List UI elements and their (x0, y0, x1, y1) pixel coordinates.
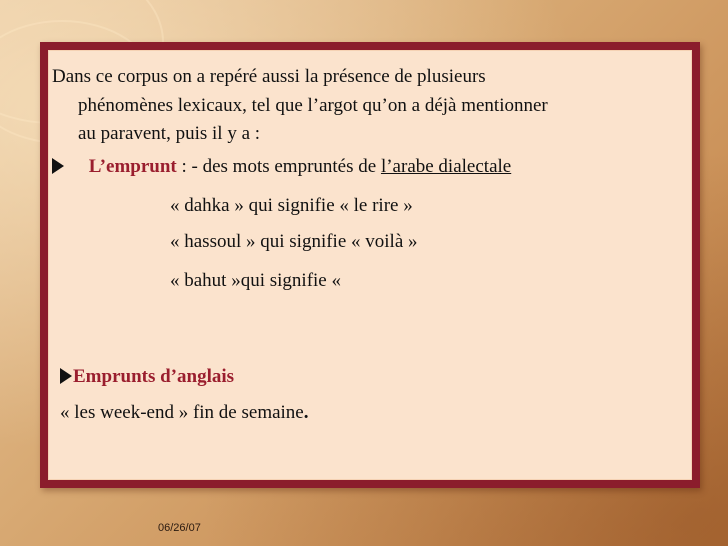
emprunt-bullet (52, 154, 511, 180)
anglais-bullet (60, 364, 234, 390)
arrow-bullet-icon (52, 158, 64, 174)
emprunt-text: : - des mots empruntés de (176, 156, 381, 177)
example-dahka: « dahka » qui signifie « le rire » (170, 195, 413, 216)
arrow-bullet-icon (60, 368, 72, 384)
emprunt-heading: L’emprunt (88, 156, 177, 177)
anglais-heading: Emprunts d’anglais (73, 366, 235, 387)
emprunt-source: l’arabe dialectale (380, 156, 512, 177)
intro-line-2: phénomènes lexicaux, tel que l’argot qu’on a déjà mentionner (78, 95, 548, 116)
intro-line-3: au paravent, puis il y a : (78, 123, 261, 144)
intro-line-1: Dans ce corpus on a repéré aussi la présence de plusieurs (52, 66, 486, 87)
example-bahut: « bahut »qui signifie « (170, 270, 341, 291)
footer-date: 06/26/07 (158, 522, 201, 534)
example-hassoul: « hassoul » qui signifie « voilà » (170, 231, 418, 252)
anglais-example: « les week-end » fin de semaine. (60, 402, 309, 423)
